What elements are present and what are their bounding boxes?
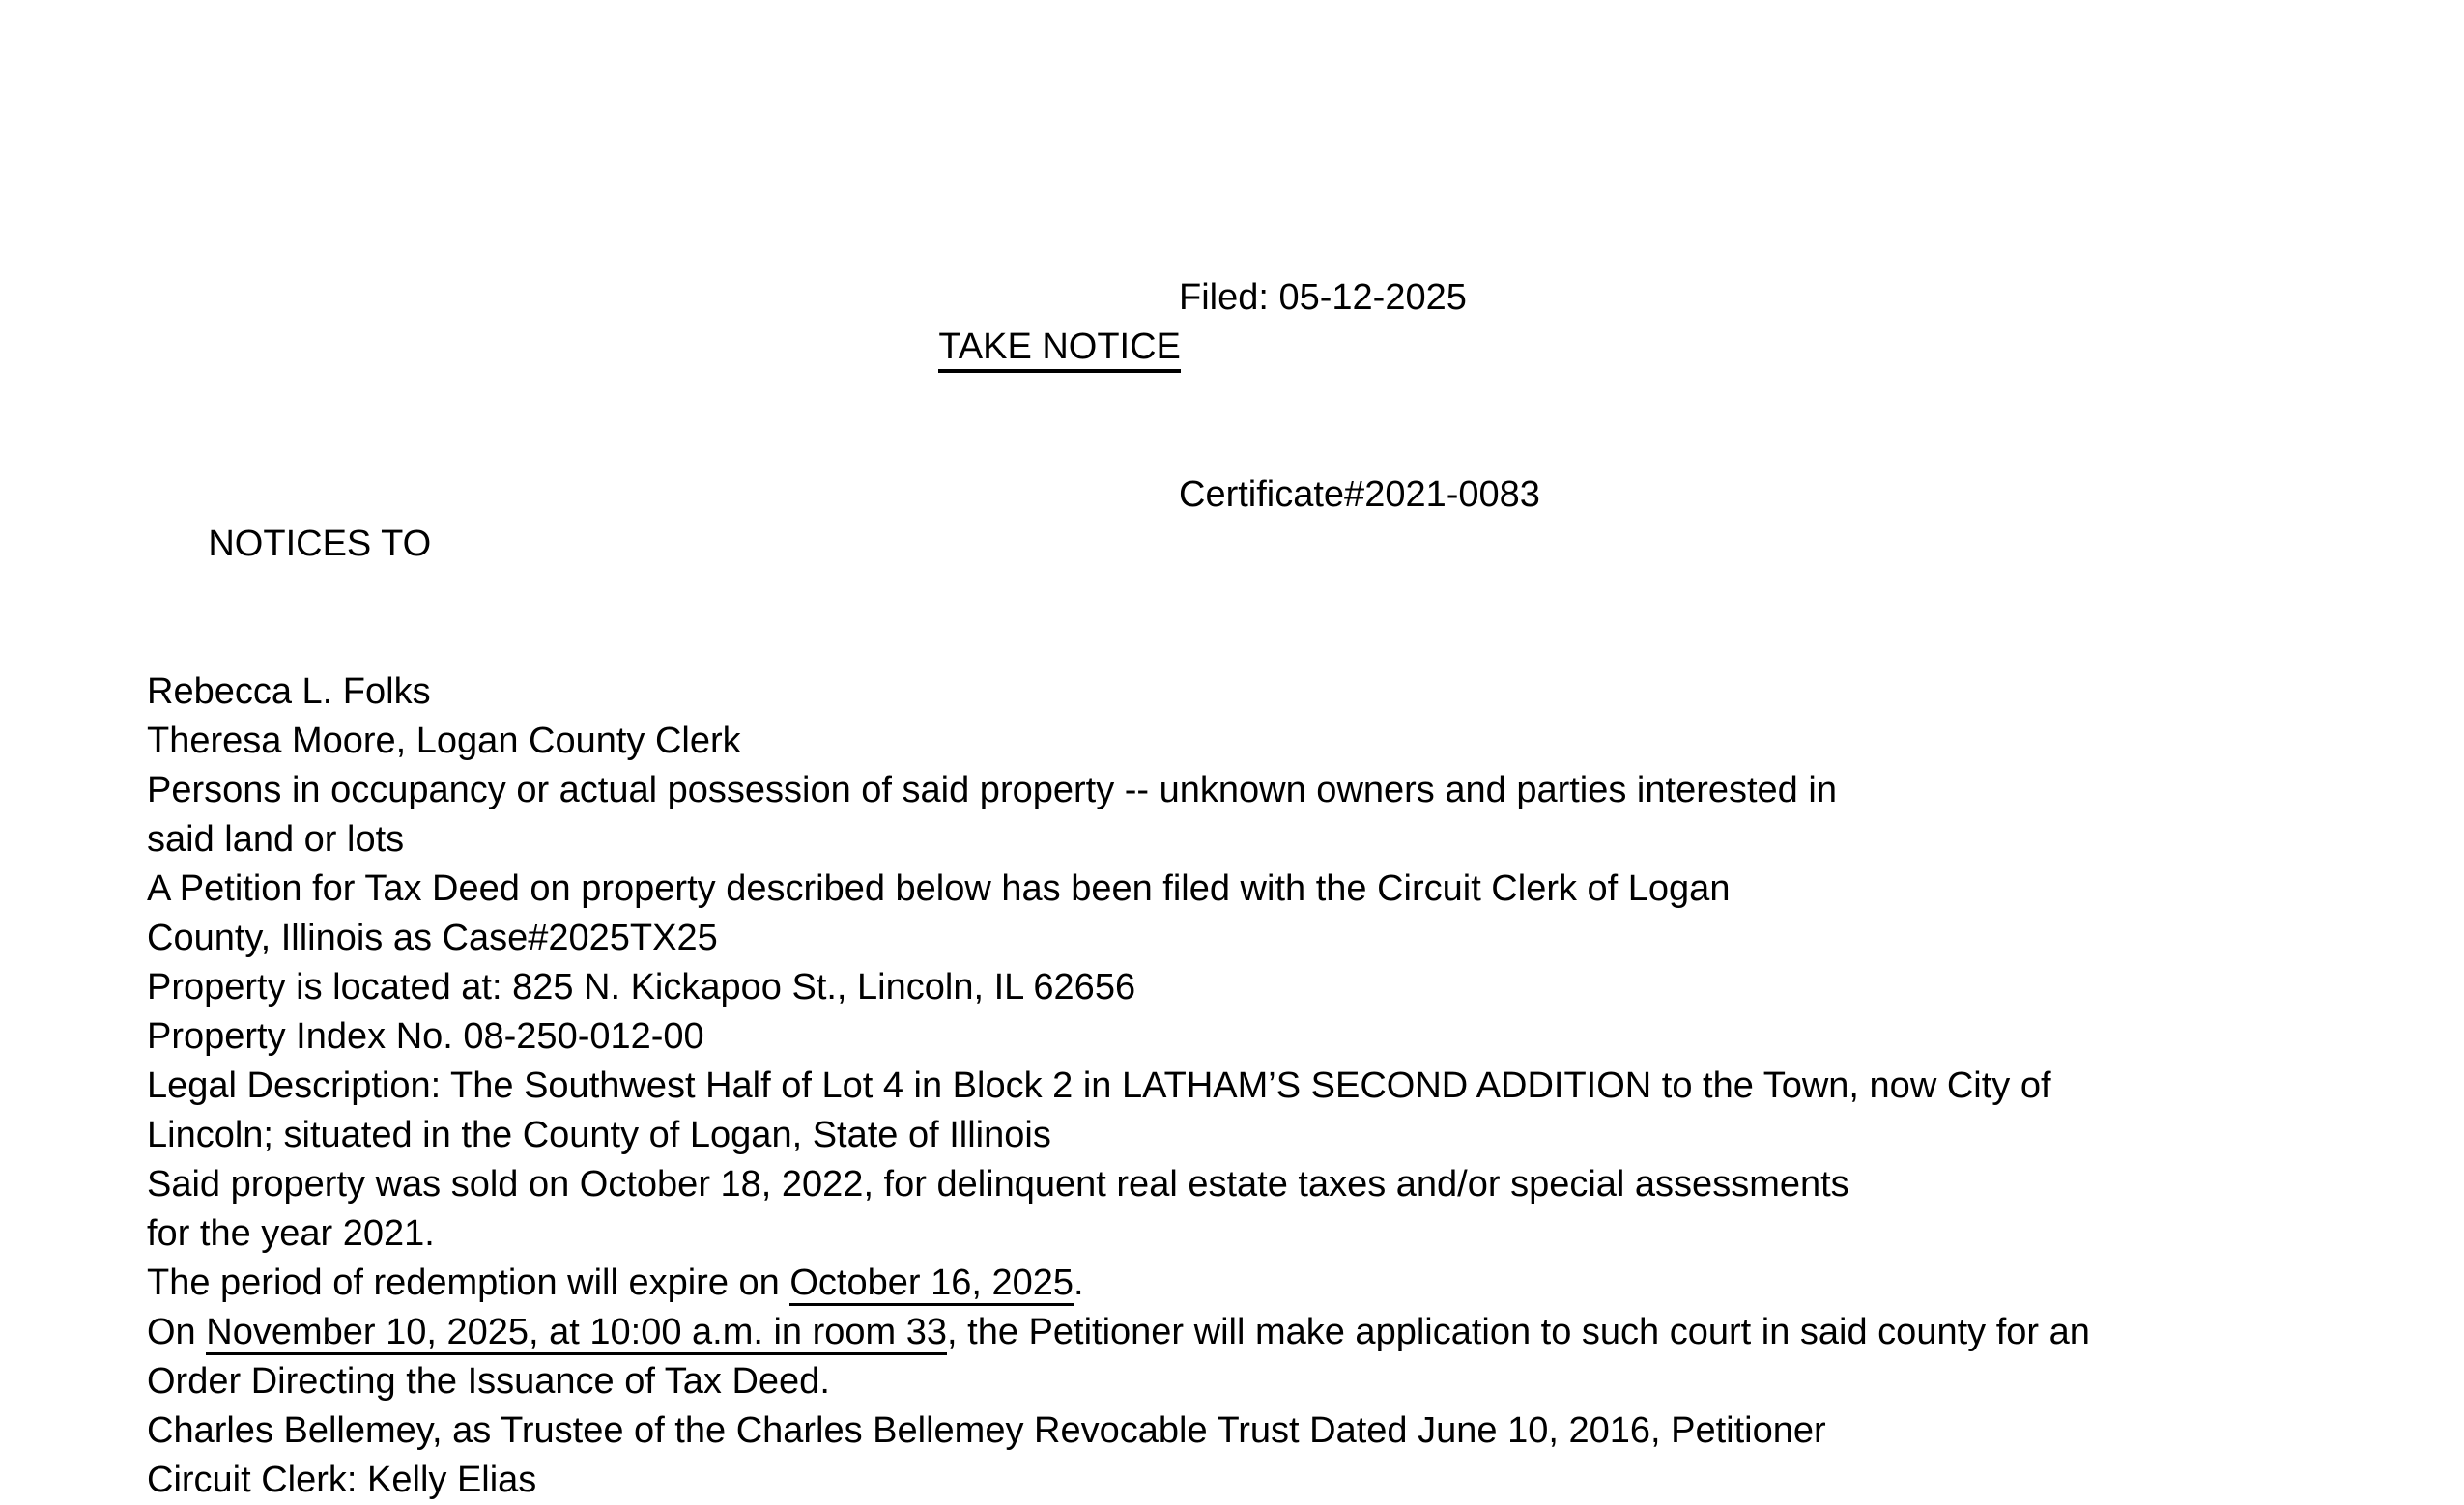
take-notice-title: TAKE NOTICE [938, 327, 1181, 373]
body-text: Lincoln; situated in the County of Logan, State of Illinois [147, 1115, 1051, 1155]
redemption-line [147, 1259, 2454, 1308]
redemption-suffix: . [1074, 1263, 1084, 1303]
body-text: Property Index No. 08-250-012-00 [147, 1016, 704, 1057]
body-text: Property is located at: 825 N. Kickapoo St., Lincoln, IL 62656 [147, 967, 1136, 1008]
hearing-line [147, 1308, 2454, 1357]
body-text: A Petition for Tax Deed on property described below has been filed with the Circuit Clerk of Logan [147, 868, 1731, 909]
body-text: Legal Description: The Southwest Half of Lot 4 in Block 2 in LATHAM’S SECOND ADDITION to the Town, now City of [147, 1065, 2051, 1106]
body-text: County, Illinois as Case#2025TX25 [147, 918, 718, 958]
title-indent-spacer [208, 357, 938, 358]
filed-date: Filed: 05-12-2025 [1179, 277, 1467, 318]
recipient-line [147, 815, 2454, 865]
recipient-name: Theresa Moore, Logan County Clerk [147, 721, 741, 761]
hearing-suffix: , the Petitioner will make application to such court in said county for an [947, 1312, 2090, 1352]
certificate-number: Certificate#2021-0083 [1179, 474, 1540, 515]
recipient-line [147, 667, 2454, 717]
recipient-description: said land or lots [147, 819, 405, 860]
body-line-tax-year [147, 1209, 2454, 1259]
recipient-description: Persons in occupancy or actual possession of said property -- unknown owners and parties interested in [147, 770, 1837, 810]
order-line [147, 1357, 2454, 1406]
body-line-legal-description-cont [147, 1111, 2454, 1160]
petitioner-name: Charles Bellemey, as Trustee of the Charles Bellemey Revocable Trust Dated June 10, 2016, Petitioner [147, 1410, 1826, 1451]
body-line-legal-description [147, 1062, 2454, 1111]
redemption-expiry-date: October 16, 2025 [789, 1263, 1074, 1306]
body-text: Said property was sold on October 18, 2022, for delinquent real estate taxes and/or special assessments [147, 1164, 1849, 1205]
body-text: for the year 2021. [147, 1213, 435, 1254]
circuit-clerk-name: Circuit Clerk: Kelly Elias [147, 1460, 537, 1500]
body-line-property-index [147, 1012, 2454, 1062]
notice-text-block [147, 273, 2454, 1505]
hearing-date-time: November 10, 2025, at 10:00 a.m. in room 33 [206, 1312, 947, 1355]
body-line-property-address [147, 963, 2454, 1012]
circuit-clerk-line [147, 1456, 2454, 1505]
header-line [147, 273, 2454, 470]
notices-to-label: NOTICES TO [208, 524, 432, 564]
recipient-line [147, 717, 2454, 766]
recipient-line [147, 766, 2454, 815]
notices-to-line [147, 470, 2454, 667]
body-line-sale-date [147, 1160, 2454, 1209]
body-line-petition [147, 865, 2454, 914]
body-text: Order Directing the Issuance of Tax Deed. [147, 1361, 830, 1402]
recipient-name: Rebecca L. Folks [147, 671, 431, 712]
petitioner-line [147, 1406, 2454, 1456]
body-line-case-number [147, 914, 2454, 963]
hearing-prefix: On [147, 1312, 207, 1352]
redemption-prefix: The period of redemption will expire on [147, 1263, 790, 1303]
